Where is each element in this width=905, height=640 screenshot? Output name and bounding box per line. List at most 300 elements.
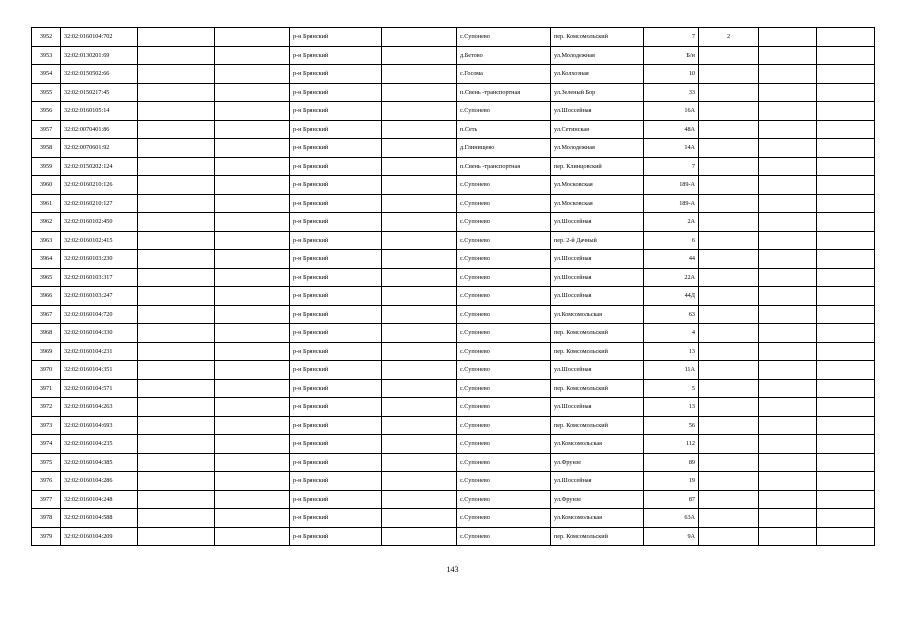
row-number-cell: 3962 <box>32 213 61 232</box>
empty-cell <box>215 157 290 176</box>
district-cell: р-н Брянский <box>290 305 382 324</box>
row-number-cell: 3970 <box>32 361 61 380</box>
street-cell: ул.Комсомольская <box>551 305 644 324</box>
cadastral-number-cell: 32:02:0160102:415 <box>61 231 138 250</box>
empty-cell <box>817 268 875 287</box>
house-number-cell: 6 <box>644 231 699 250</box>
cadastral-number-cell: 32:02:0160104:351 <box>61 361 138 380</box>
house-number-cell: 10 <box>644 65 699 84</box>
house-number-cell: Б/н <box>644 46 699 65</box>
street-cell: ул.Шоссейная <box>551 213 644 232</box>
empty-cell <box>759 342 817 361</box>
empty-cell <box>759 268 817 287</box>
extra-cell <box>699 361 759 380</box>
empty-cell <box>817 157 875 176</box>
empty-cell <box>817 194 875 213</box>
empty-cell <box>759 213 817 232</box>
district-cell: р-н Брянский <box>290 46 382 65</box>
empty-cell <box>215 176 290 195</box>
table-row <box>32 250 875 269</box>
street-cell: пер. Комсомольский <box>551 416 644 435</box>
district-cell: р-н Брянский <box>290 65 382 84</box>
house-number-cell: 19 <box>644 472 699 491</box>
cadastral-number-cell: 32:02:0160104:263 <box>61 398 138 417</box>
empty-cell <box>382 176 457 195</box>
district-cell: р-н Брянский <box>290 472 382 491</box>
table-row <box>32 416 875 435</box>
street-cell: ул.Молодежная <box>551 46 644 65</box>
extra-cell <box>699 453 759 472</box>
street-cell: ул.Шоссейная <box>551 398 644 417</box>
table-row <box>32 342 875 361</box>
row-number-cell: 3971 <box>32 379 61 398</box>
empty-cell <box>759 509 817 528</box>
cadastral-number-cell: 32:02:0160105:14 <box>61 102 138 121</box>
street-cell: ул.Шоссейная <box>551 361 644 380</box>
table-body <box>32 28 875 546</box>
extra-cell <box>699 102 759 121</box>
street-cell: ул.Шоссейная <box>551 250 644 269</box>
district-cell: р-н Брянский <box>290 379 382 398</box>
street-cell: ул.Сетинская <box>551 120 644 139</box>
table-row <box>32 28 875 47</box>
house-number-cell: 14А <box>644 139 699 158</box>
street-cell: ул.Фрунзе <box>551 453 644 472</box>
empty-cell <box>215 250 290 269</box>
empty-cell <box>215 28 290 47</box>
empty-cell <box>817 398 875 417</box>
empty-cell <box>215 268 290 287</box>
empty-cell <box>382 102 457 121</box>
empty-cell <box>215 453 290 472</box>
settlement-cell: с.Супонево <box>457 194 551 213</box>
street-cell: ул.Колхозная <box>551 65 644 84</box>
empty-cell <box>215 527 290 546</box>
empty-cell <box>215 379 290 398</box>
extra-cell <box>699 342 759 361</box>
street-cell: ул.Комсомольская <box>551 435 644 454</box>
cadastral-number-cell: 32:02:0070601:92 <box>61 139 138 158</box>
district-cell: р-н Брянский <box>290 120 382 139</box>
empty-cell <box>759 157 817 176</box>
street-cell: пер. Комсомольский <box>551 28 644 47</box>
empty-cell <box>382 213 457 232</box>
settlement-cell: с.Супонево <box>457 324 551 343</box>
empty-cell <box>215 120 290 139</box>
district-cell: р-н Брянский <box>290 490 382 509</box>
empty-cell <box>138 65 215 84</box>
district-cell: р-н Брянский <box>290 527 382 546</box>
empty-cell <box>759 176 817 195</box>
district-cell: р-н Брянский <box>290 102 382 121</box>
empty-cell <box>817 287 875 306</box>
empty-cell <box>382 157 457 176</box>
row-number-cell: 3975 <box>32 453 61 472</box>
cadastral-number-cell: 32:02:0160103:247 <box>61 287 138 306</box>
row-number-cell: 3974 <box>32 435 61 454</box>
empty-cell <box>382 435 457 454</box>
empty-cell <box>215 361 290 380</box>
empty-cell <box>215 509 290 528</box>
table-row <box>32 379 875 398</box>
row-number-cell: 3959 <box>32 157 61 176</box>
settlement-cell: с.Супонево <box>457 176 551 195</box>
extra-cell <box>699 139 759 158</box>
empty-cell <box>138 287 215 306</box>
empty-cell <box>382 509 457 528</box>
empty-cell <box>215 305 290 324</box>
empty-cell <box>817 490 875 509</box>
row-number-cell: 3965 <box>32 268 61 287</box>
settlement-cell: с.Супонево <box>457 102 551 121</box>
empty-cell <box>215 287 290 306</box>
street-cell: пер. Комсомольский <box>551 342 644 361</box>
empty-cell <box>759 435 817 454</box>
extra-cell <box>699 398 759 417</box>
empty-cell <box>138 268 215 287</box>
empty-cell <box>382 342 457 361</box>
cadastral-number-cell: 32:02:0160104:693 <box>61 416 138 435</box>
table-row <box>32 231 875 250</box>
extra-cell <box>699 490 759 509</box>
empty-cell <box>759 398 817 417</box>
settlement-cell: с.Супонево <box>457 268 551 287</box>
empty-cell <box>382 490 457 509</box>
empty-cell <box>138 490 215 509</box>
empty-cell <box>215 472 290 491</box>
empty-cell <box>138 120 215 139</box>
row-number-cell: 3954 <box>32 65 61 84</box>
extra-cell <box>699 46 759 65</box>
cadastral-number-cell: 32:02:0160210:127 <box>61 194 138 213</box>
house-number-cell: 7 <box>644 28 699 47</box>
empty-cell <box>817 176 875 195</box>
empty-cell <box>382 83 457 102</box>
district-cell: р-н Брянский <box>290 213 382 232</box>
cadastral-number-cell: 32:02:0160103:230 <box>61 250 138 269</box>
extra-cell <box>699 379 759 398</box>
table-row <box>32 453 875 472</box>
table-row <box>32 176 875 195</box>
table-row <box>32 213 875 232</box>
house-number-cell: 11А <box>644 361 699 380</box>
district-cell: р-н Брянский <box>290 176 382 195</box>
settlement-cell: с.Супонево <box>457 213 551 232</box>
row-number-cell: 3956 <box>32 102 61 121</box>
empty-cell <box>382 250 457 269</box>
cadastral-number-cell: 32:02:0150202:124 <box>61 157 138 176</box>
row-number-cell: 3979 <box>32 527 61 546</box>
empty-cell <box>215 194 290 213</box>
row-number-cell: 3977 <box>32 490 61 509</box>
empty-cell <box>138 398 215 417</box>
settlement-cell: д.Глинищево <box>457 139 551 158</box>
settlement-cell: д.Бетово <box>457 46 551 65</box>
settlement-cell: с.Супонево <box>457 509 551 528</box>
empty-cell <box>817 120 875 139</box>
district-cell: р-н Брянский <box>290 435 382 454</box>
house-number-cell: 89 <box>644 453 699 472</box>
empty-cell <box>215 231 290 250</box>
street-cell: пер. Комсомольский <box>551 527 644 546</box>
empty-cell <box>138 213 215 232</box>
empty-cell <box>759 139 817 158</box>
empty-cell <box>138 435 215 454</box>
row-number-cell: 3963 <box>32 231 61 250</box>
empty-cell <box>215 213 290 232</box>
empty-cell <box>215 435 290 454</box>
empty-cell <box>817 213 875 232</box>
empty-cell <box>759 527 817 546</box>
empty-cell <box>817 65 875 84</box>
extra-cell <box>699 65 759 84</box>
house-number-cell: 56 <box>644 416 699 435</box>
settlement-cell: с.Супонево <box>457 398 551 417</box>
district-cell: р-н Брянский <box>290 361 382 380</box>
table-row <box>32 490 875 509</box>
empty-cell <box>759 102 817 121</box>
table-row <box>32 83 875 102</box>
empty-cell <box>817 305 875 324</box>
cadastral-number-cell: 32:02:0160103:317 <box>61 268 138 287</box>
empty-cell <box>382 194 457 213</box>
empty-cell <box>817 250 875 269</box>
empty-cell <box>138 139 215 158</box>
empty-cell <box>817 527 875 546</box>
street-cell: пер. 2-й Дачный <box>551 231 644 250</box>
house-number-cell: 16А <box>644 102 699 121</box>
street-cell: ул.Шоссейная <box>551 287 644 306</box>
house-number-cell: 87 <box>644 490 699 509</box>
row-number-cell: 3964 <box>32 250 61 269</box>
empty-cell <box>759 361 817 380</box>
street-cell: пер. Комсомольский <box>551 379 644 398</box>
empty-cell <box>382 361 457 380</box>
house-number-cell: 63 <box>644 305 699 324</box>
empty-cell <box>382 305 457 324</box>
empty-cell <box>817 453 875 472</box>
cadastral-number-cell: 32:02:0160104:720 <box>61 305 138 324</box>
extra-cell <box>699 472 759 491</box>
cadastral-number-cell: 32:02:0160104:235 <box>61 435 138 454</box>
house-number-cell: 48А <box>644 120 699 139</box>
row-number-cell: 3978 <box>32 509 61 528</box>
empty-cell <box>138 250 215 269</box>
page-number: 143 <box>446 565 459 574</box>
row-number-cell: 3957 <box>32 120 61 139</box>
empty-cell <box>382 268 457 287</box>
empty-cell <box>759 194 817 213</box>
empty-cell <box>817 342 875 361</box>
extra-cell <box>699 416 759 435</box>
empty-cell <box>382 398 457 417</box>
empty-cell <box>138 157 215 176</box>
house-number-cell: 63А <box>644 509 699 528</box>
settlement-cell: с.Супонево <box>457 379 551 398</box>
empty-cell <box>817 416 875 435</box>
row-number-cell: 3972 <box>32 398 61 417</box>
empty-cell <box>138 46 215 65</box>
empty-cell <box>138 379 215 398</box>
street-cell: ул.Шоссейная <box>551 102 644 121</box>
house-number-cell: 44Д <box>644 287 699 306</box>
cadastral-number-cell: 32:02:0160104:571 <box>61 379 138 398</box>
row-number-cell: 3967 <box>32 305 61 324</box>
empty-cell <box>759 287 817 306</box>
empty-cell <box>138 416 215 435</box>
district-cell: р-н Брянский <box>290 453 382 472</box>
cadastral-number-cell: 32:02:0160104:248 <box>61 490 138 509</box>
extra-cell <box>699 435 759 454</box>
street-cell: пер. Клинцовский <box>551 157 644 176</box>
district-cell: р-н Брянский <box>290 342 382 361</box>
street-cell: ул.Шоссейная <box>551 472 644 491</box>
district-cell: р-н Брянский <box>290 194 382 213</box>
empty-cell <box>817 509 875 528</box>
empty-cell <box>817 435 875 454</box>
table-row <box>32 324 875 343</box>
table-row <box>32 305 875 324</box>
settlement-cell: с.Супонево <box>457 416 551 435</box>
empty-cell <box>215 102 290 121</box>
house-number-cell: 13 <box>644 342 699 361</box>
district-cell: р-н Брянский <box>290 83 382 102</box>
extra-cell <box>699 213 759 232</box>
empty-cell <box>817 324 875 343</box>
settlement-cell: с.Супонево <box>457 435 551 454</box>
empty-cell <box>817 361 875 380</box>
extra-cell <box>699 83 759 102</box>
house-number-cell: 7 <box>644 157 699 176</box>
district-cell: р-н Брянский <box>290 509 382 528</box>
row-number-cell: 3961 <box>32 194 61 213</box>
settlement-cell: с.Супонево <box>457 472 551 491</box>
empty-cell <box>759 65 817 84</box>
row-number-cell: 3969 <box>32 342 61 361</box>
empty-cell <box>215 342 290 361</box>
settlement-cell: с.Супонево <box>457 305 551 324</box>
house-number-cell: 9А <box>644 527 699 546</box>
table-row <box>32 509 875 528</box>
house-number-cell: 189-А <box>644 176 699 195</box>
row-number-cell: 3973 <box>32 416 61 435</box>
empty-cell <box>817 102 875 121</box>
empty-cell <box>382 379 457 398</box>
extra-cell <box>699 250 759 269</box>
settlement-cell: с.Супонево <box>457 490 551 509</box>
empty-cell <box>138 361 215 380</box>
row-number-cell: 3960 <box>32 176 61 195</box>
extra-cell <box>699 324 759 343</box>
empty-cell <box>215 139 290 158</box>
cadastral-number-cell: 32:02:0160104:588 <box>61 509 138 528</box>
empty-cell <box>382 416 457 435</box>
extra-cell <box>699 231 759 250</box>
cadastral-number-cell: 32:02:0160104:209 <box>61 527 138 546</box>
empty-cell <box>138 102 215 121</box>
empty-cell <box>817 139 875 158</box>
empty-cell <box>215 46 290 65</box>
district-cell: р-н Брянский <box>290 139 382 158</box>
street-cell: ул.Московская <box>551 194 644 213</box>
empty-cell <box>759 83 817 102</box>
extra-cell <box>699 176 759 195</box>
empty-cell <box>759 324 817 343</box>
empty-cell <box>817 379 875 398</box>
empty-cell <box>759 120 817 139</box>
cadastral-number-cell: 32:02:0150502:66 <box>61 65 138 84</box>
empty-cell <box>759 379 817 398</box>
table-row <box>32 102 875 121</box>
table-row <box>32 157 875 176</box>
settlement-cell: с.Супонево <box>457 342 551 361</box>
street-cell: ул.Шоссейная <box>551 268 644 287</box>
row-number-cell: 3953 <box>32 46 61 65</box>
empty-cell <box>759 416 817 435</box>
settlement-cell: с.Супонево <box>457 231 551 250</box>
empty-cell <box>138 527 215 546</box>
row-number-cell: 3958 <box>32 139 61 158</box>
street-cell: ул.Молодежная <box>551 139 644 158</box>
district-cell: р-н Брянский <box>290 157 382 176</box>
table-row <box>32 527 875 546</box>
extra-cell <box>699 305 759 324</box>
extra-cell: 2 <box>699 28 759 47</box>
empty-cell <box>138 472 215 491</box>
row-number-cell: 3976 <box>32 472 61 491</box>
table-row <box>32 139 875 158</box>
district-cell: р-н Брянский <box>290 324 382 343</box>
house-number-cell: 33 <box>644 83 699 102</box>
house-number-cell: 22А <box>644 268 699 287</box>
empty-cell <box>215 490 290 509</box>
district-cell: р-н Брянский <box>290 231 382 250</box>
empty-cell <box>382 28 457 47</box>
empty-cell <box>759 453 817 472</box>
empty-cell <box>759 305 817 324</box>
settlement-cell: с.Супонево <box>457 250 551 269</box>
table-row <box>32 65 875 84</box>
empty-cell <box>215 83 290 102</box>
empty-cell <box>138 176 215 195</box>
settlement-cell: с.Госома <box>457 65 551 84</box>
settlement-cell: с.Супонево <box>457 361 551 380</box>
cadastral-number-cell: 32:02:0160210:126 <box>61 176 138 195</box>
registry-table <box>31 27 875 546</box>
table-row <box>32 287 875 306</box>
empty-cell <box>138 509 215 528</box>
empty-cell <box>215 398 290 417</box>
empty-cell <box>138 453 215 472</box>
street-cell: ул.Фрунзе <box>551 490 644 509</box>
district-cell: р-н Брянский <box>290 398 382 417</box>
empty-cell <box>138 28 215 47</box>
empty-cell <box>138 83 215 102</box>
cadastral-number-cell: 32:02:0160104:702 <box>61 28 138 47</box>
empty-cell <box>215 65 290 84</box>
extra-cell <box>699 509 759 528</box>
house-number-cell: 189-А <box>644 194 699 213</box>
empty-cell <box>138 342 215 361</box>
row-number-cell: 3968 <box>32 324 61 343</box>
house-number-cell: 5 <box>644 379 699 398</box>
empty-cell <box>138 324 215 343</box>
empty-cell <box>382 120 457 139</box>
extra-cell <box>699 194 759 213</box>
empty-cell <box>759 231 817 250</box>
extra-cell <box>699 287 759 306</box>
street-cell: пер. Комсомольский <box>551 324 644 343</box>
